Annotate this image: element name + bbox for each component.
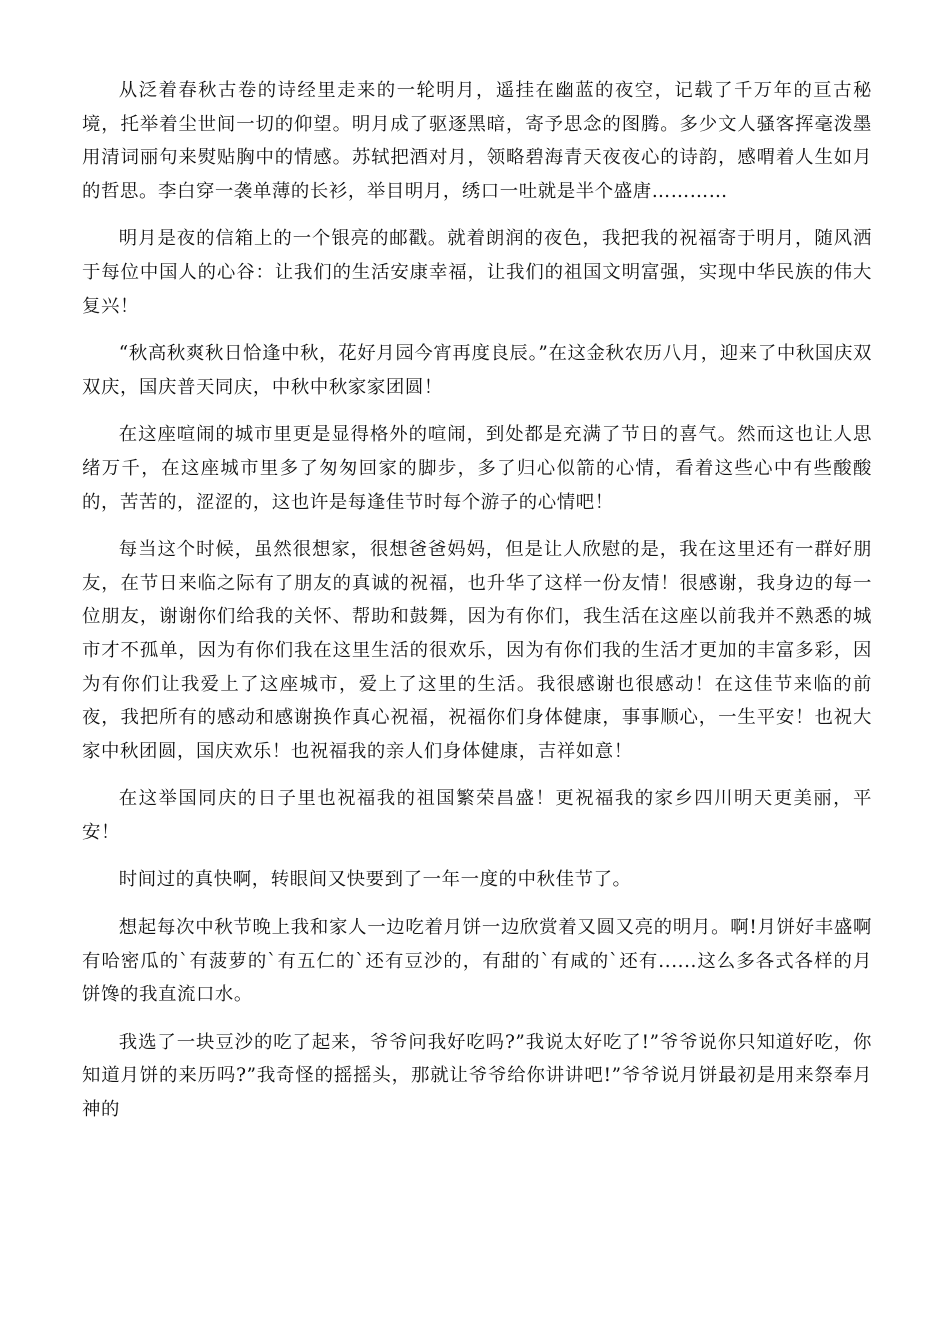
paragraph-7: 时间过的真快啊，转眼间又快要到了一年一度的中秋佳节了。: [118, 869, 632, 891]
paragraph-1: 从泛着春秋古卷的诗经里走来的一轮明月，遥挂在幽蓝的夜空，记载了千万年的亘古秘境，托举着尘世间一切的仰望。明月成了驱逐黑暗，寄予思念的图腾。多少文人骚客挥毫泼墨用清词丽句来熨贴胸中的情感。苏轼把酒对月，领略碧海青天夜夜心的诗韵，感喟着人生如月的哲思。李白穿一袭单薄的长衫，举目明月，绣口一吐就是半个盛唐…………: [82, 80, 872, 202]
paragraph-2: 明月是夜的信箱上的一个银亮的邮戳。就着朗润的夜色，我把我的祝福寄于明月，随风洒于每位中国人的心谷：让我们的生活安康幸福，让我们的祖国文明富强，实现中华民族的伟大复兴！: [82, 228, 872, 317]
paragraph-3: “秋高秋爽秋日恰逢中秋，花好月园今宵再度良辰。”在这金秋农历八月，迎来了中秋国庆双双庆，国庆普天同庆，中秋中秋家家团圆！: [82, 343, 872, 398]
document-page: [82, 74, 872, 1141]
paragraph-8: 想起每次中秋节晚上我和家人一边吃着月饼一边欣赏着又圆又亮的明月。啊!月饼好丰盛啊有哈密瓜的`有菠萝的`有五仁的`还有豆沙的，有甜的`有咸的`还有......这么多各式各样的月饼馋的我直流口水。: [82, 917, 872, 1006]
paragraph-4: 在这座喧闹的城市里更是显得格外的喧闹，到处都是充满了节日的喜气。然而这也让人思绪万千，在这座城市里多了匆匆回家的脚步，多了归心似箭的心情，看着这些心中有些酸酸的，苦苦的，涩涩的，这也许是每逢佳节时每个游子的心情吧！: [82, 424, 872, 513]
paragraph-9: 我选了一块豆沙的吃了起来，爷爷问我好吃吗?”我说太好吃了!”爷爷说你只知道好吃，你知道月饼的来历吗?”我奇怪的摇摇头，那就让爷爷给你讲讲吧!”爷爷说月饼最初是用来祭奉月神的: [82, 1031, 872, 1121]
paragraph-5: 每当这个时候，虽然很想家，很想爸爸妈妈，但是让人欣慰的是，我在这里还有一群好朋友，在节日来临之际有了朋友的真诚的祝福，也升华了这样一份友情！很感谢，我身边的每一位朋友，谢谢你们给我的关怀、帮助和鼓舞，因为有你们，我生活在这座以前我并不熟悉的城市才不孤单，因为有你们我在这里生活的很欢乐，因为有你们我的生活才更加的丰富多彩，因为有你们让我爱上了这座城市，爱上了这里的生活。我很感谢也很感动！在这佳节来临的前夜，我把所有的感动和感谢换作真心祝福，祝福你们身体健康，事事顺心，一生平安！也祝大家中秋团圆，国庆欢乐！也祝福我的亲人们身体健康，吉祥如意！: [82, 539, 872, 762]
paragraph-6: 在这举国同庆的日子里也祝福我的祖国繁荣昌盛！更祝福我的家乡四川明天更美丽，平安！: [82, 788, 872, 843]
